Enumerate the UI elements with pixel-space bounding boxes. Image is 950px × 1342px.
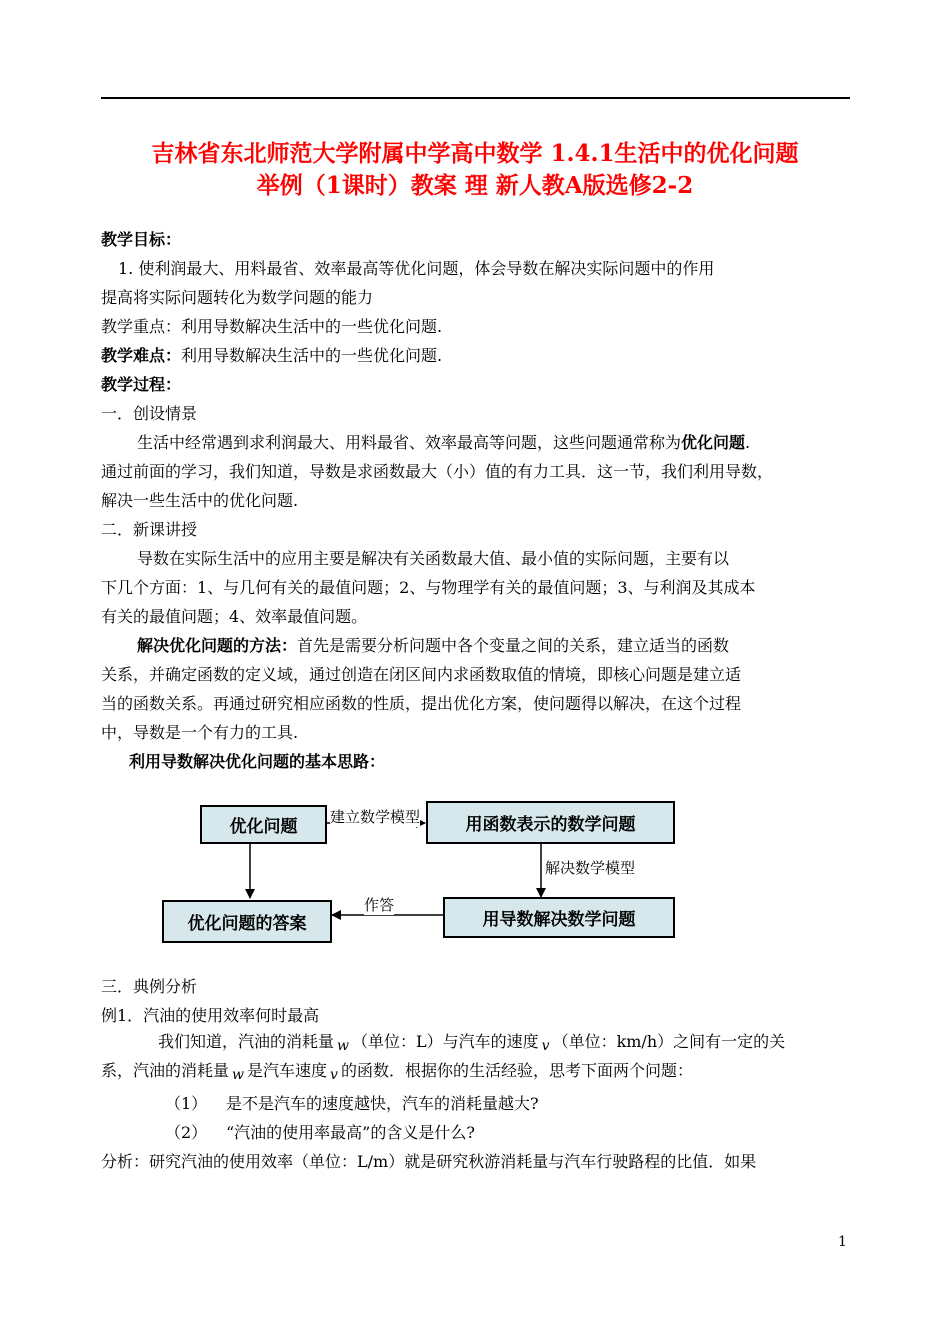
text: 的函数．根据你的生活经验，思考下面两个问题： <box>340 1061 693 1080</box>
box-optimization-problem: 优化问题 <box>200 805 327 844</box>
section-1-heading: 一．创设情景 <box>101 404 198 423</box>
question-1-number: （1） <box>165 1094 208 1113</box>
section-2-paragraph-1-line-2: 下几个方面：1、与几何有关的最值问题；2、与物理学有关的最值问题；3、与利润及其成本 <box>101 578 756 597</box>
section-1-paragraph-line-2: 通过前面的学习，我们知道，导数是求函数最大（小）值的有力工具．这一节，我们利用导数， <box>101 462 774 481</box>
page-number: 1 <box>838 1234 847 1250</box>
document-title-line-1: 吉林省东北师范大学附属中学高中数学 1.4.1生活中的优化问题 <box>151 140 799 167</box>
text: 是汽车速度 <box>247 1061 328 1080</box>
section-2-paragraph-2-line-2: 关系，并确定函数的定义域，通过创造在闭区间内求函数取值的情境，即核心问题是建立适 <box>101 665 742 684</box>
document-title-line-2: 举例（1课时）教案 理 新人教A版选修2-2 <box>256 172 694 199</box>
example-1-line-1 <box>158 1031 785 1054</box>
variable-v: v <box>330 1067 338 1083</box>
basic-idea-heading: 利用导数解决优化问题的基本思路： <box>129 752 386 771</box>
section-2-paragraph-1-line-1: 导数在实际生活中的应用主要是解决有关函数最大值、最小值的实际问题，主要有以 <box>137 549 730 568</box>
text: 系，汽油的消耗量 <box>101 1061 230 1080</box>
question-2-text: “汽油的使用率最高”的含义是什么? <box>226 1123 475 1142</box>
question-2-number: （2） <box>165 1123 208 1142</box>
box-derivative-solve: 用导数解决数学问题 <box>443 897 675 938</box>
section-2-paragraph-2-line-4: 中，导数是一个有力的工具. <box>101 723 299 742</box>
box-answer: 优化问题的答案 <box>162 900 332 943</box>
variable-v: v <box>541 1038 550 1054</box>
variable-w: w <box>232 1067 244 1083</box>
analysis-line: 分析：研究汽油的使用效率（单位：L/m）就是研究秋游消耗量与汽车行驶路程的比值．如果 <box>101 1152 757 1171</box>
label-solve-model: 解决数学模型 <box>545 859 636 877</box>
section-1-paragraph-line-3: 解决一些生活中的优化问题. <box>101 491 299 510</box>
method-label: 解决优化问题的方法： <box>137 636 298 655</box>
period: . <box>745 433 751 452</box>
goals-item-1-continued: 提高将实际问题转化为数学问题的能力 <box>101 288 374 307</box>
goals-item-1: 1. 使利润最大、用料最省、效率最高等优化问题，体会导数在解决实际问题中的作用 <box>118 259 715 278</box>
section-2-paragraph-2-line-3: 当的函数关系。再通过研究相应函数的性质，提出优化方案，使问题得以解决，在这个过程 <box>101 694 742 713</box>
difficulty-label: 教学难点： <box>101 346 182 365</box>
question-1-text: 是不是汽车的速度越快，汽车的消耗量越大? <box>226 1094 539 1113</box>
text: （单位：L）与汽车的速度 <box>352 1032 539 1051</box>
text: 我们知道，汽油的消耗量 <box>158 1032 335 1051</box>
label-answer: 作答 <box>364 896 395 914</box>
box-function-problem: 用函数表示的数学问题 <box>426 801 675 844</box>
section-2-heading: 二．新课讲授 <box>101 520 198 539</box>
label-build-model: 建立数学模型 <box>330 808 421 826</box>
section-3-heading: 三．典例分析 <box>101 977 198 996</box>
optimization-term: 优化问题 <box>681 433 746 452</box>
key-point: 教学重点：利用导数解决生活中的一些优化问题. <box>101 317 443 336</box>
difficulty-text: 利用导数解决生活中的一些优化问题. <box>181 346 443 365</box>
text: （单位：km/h）之间有一定的关 <box>552 1032 786 1051</box>
section-2-paragraph-1-line-3: 有关的最值问题；4、效率最值问题。 <box>101 607 368 626</box>
section-1-text: 生活中经常遇到求利润最大、用料最省、效率最高等问题，这些问题通常称为 <box>137 433 682 452</box>
method-text: 首先是需要分析问题中各个变量之间的关系，建立适当的函数 <box>297 636 730 655</box>
process-heading: 教学过程： <box>101 375 182 394</box>
example-1-line-2 <box>101 1060 693 1083</box>
variable-w: w <box>337 1038 349 1054</box>
example-1-title: 例1．汽油的使用效率何时最高 <box>101 1006 320 1025</box>
goals-heading: 教学目标： <box>101 230 182 249</box>
